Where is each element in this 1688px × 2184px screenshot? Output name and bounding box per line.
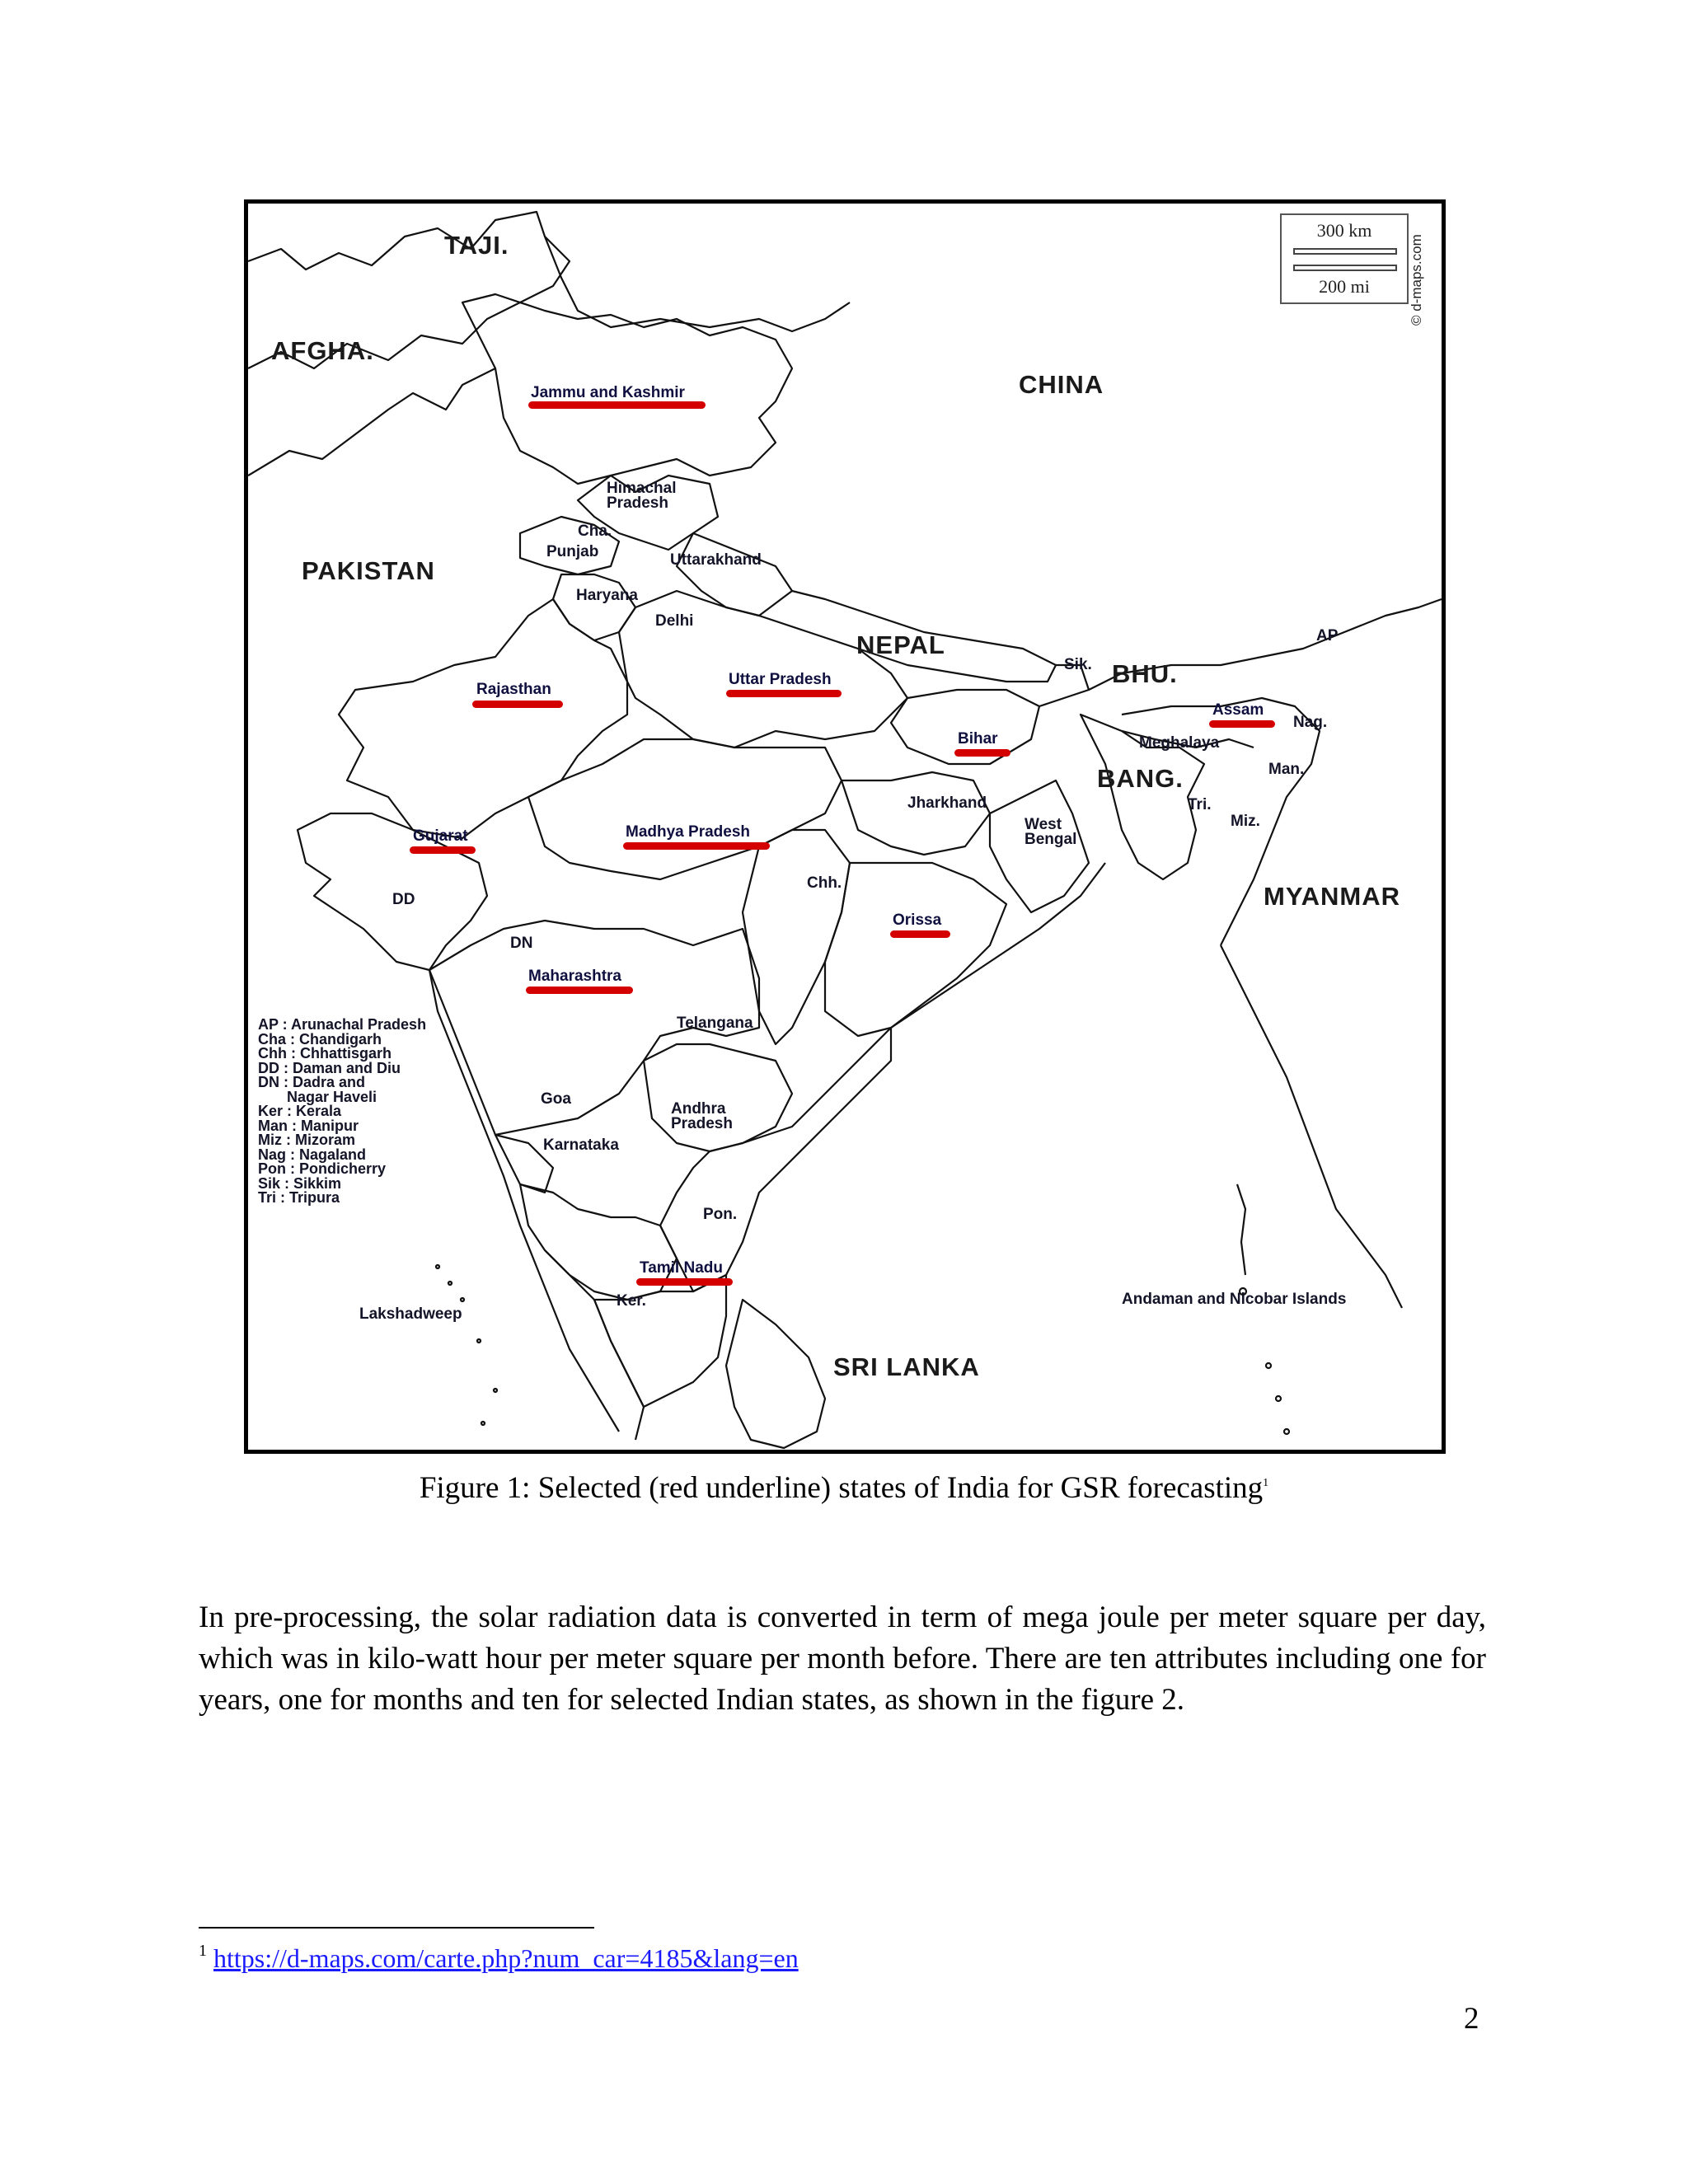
legend-line: Tri : Tripura (258, 1189, 340, 1206)
label-sri-lanka: SRI LANKA (833, 1352, 980, 1381)
label-ap: AP (1316, 627, 1339, 644)
label-nepal: NEPAL (856, 630, 945, 659)
label-bhu: BHU. (1112, 659, 1178, 688)
underline-bihar (954, 749, 1010, 757)
label-gujarat: Gujarat (413, 827, 468, 845)
label-rajasthan: Rajasthan (476, 681, 551, 698)
label-delhi: Delhi (655, 612, 694, 630)
label-nag: Nag. (1293, 714, 1328, 731)
legend-line: Man : Manipur (258, 1117, 359, 1134)
label-andhra-pradesh: Andhra Pradesh (671, 1100, 733, 1133)
abbreviation-legend (258, 1018, 426, 1206)
caption-footnote-ref[interactable]: 1 (1263, 1477, 1269, 1489)
legend-line: Chh : Chhattisgarh (258, 1045, 392, 1062)
india-map-outline (248, 204, 1442, 1450)
credit-label (1403, 220, 1428, 327)
legend-line: DD : Daman and Diu (258, 1059, 401, 1076)
label-pon: Pon. (703, 1206, 738, 1223)
legend-line: Ker : Kerala (258, 1103, 342, 1119)
label-lakshadweep: Lakshadweep (359, 1305, 462, 1323)
underline-maharashtra (526, 987, 633, 994)
label-man: Man. (1268, 761, 1305, 778)
label-tri: Tri. (1188, 796, 1212, 813)
label-west-bengal: West Bengal (1025, 816, 1077, 849)
legend-line: Nag : Nagaland (258, 1146, 367, 1163)
legend-line: Pon : Pondicherry (258, 1160, 387, 1177)
page-number: 2 (1464, 2002, 1479, 2036)
label-dn: DN (510, 935, 533, 952)
label-assam: Assam (1212, 701, 1264, 719)
label-jharkhand: Jharkhand (907, 794, 987, 812)
label-dd: DD (392, 891, 415, 908)
label-taji: TAJI. (444, 231, 509, 260)
india-map-figure (244, 199, 1446, 1454)
label-china: CHINA (1019, 370, 1104, 399)
label-telangana: Telangana (677, 1015, 753, 1032)
footnote-marker: 1 (199, 1942, 207, 1960)
label-bihar: Bihar (958, 730, 998, 748)
legend-line: AP : Arunachal Pradesh (258, 1016, 427, 1033)
label-jammu-kashmir: Jammu and Kashmir (531, 384, 685, 401)
legend-line: Nagar Haveli (258, 1088, 377, 1105)
caption-text: Figure 1: Selected (red underline) states of India for GSR forecasting (419, 1471, 1264, 1505)
footnote-separator (199, 1927, 594, 1929)
label-miz: Miz. (1231, 813, 1260, 830)
label-haryana: Haryana (576, 587, 638, 604)
figure-caption (0, 1470, 1688, 1506)
scale-mi-label: 200 mi (1319, 276, 1370, 297)
label-chh: Chh. (807, 874, 842, 892)
legend-line: DN : Dadra and (258, 1074, 366, 1090)
label-karnataka: Karnataka (543, 1137, 619, 1154)
label-tamil-nadu: Tamil Nadu (640, 1259, 723, 1277)
footnote-link[interactable]: https://d-maps.com/carte.php?num_car=4185&lang=en (213, 1943, 799, 1973)
label-uttar-pradesh: Uttar Pradesh (729, 671, 832, 688)
body-paragraph: In pre-processing, the solar radiation data is converted in term of mega joule per meter square per day, which was in kilo-watt hour per meter square per month before. There are ten attributes including one for years, one for months and ten for selected Indian states, as shown in the figure 2. (199, 1601, 1486, 1717)
scale-km-bar (1293, 248, 1397, 255)
label-punjab: Punjab (546, 543, 599, 560)
label-orissa: Orissa (893, 912, 942, 929)
scale-mi-bar (1293, 265, 1397, 271)
underline-rajasthan (472, 701, 563, 708)
label-madhya-pradesh: Madhya Pradesh (626, 823, 750, 841)
label-sik: Sik. (1064, 656, 1092, 673)
underline-uttar-pradesh (726, 690, 842, 697)
underline-assam (1209, 720, 1275, 728)
footnote (199, 1942, 799, 1974)
label-goa: Goa (541, 1090, 571, 1108)
label-myanmar: MYANMAR (1264, 882, 1401, 911)
label-maharashtra: Maharashtra (528, 968, 621, 985)
underline-orissa (890, 930, 950, 938)
legend-line: Miz : Mizoram (258, 1132, 356, 1148)
label-bang: BANG. (1097, 764, 1184, 793)
legend-line: Sik : Sikkim (258, 1174, 342, 1192)
underline-tamil-nadu (636, 1278, 733, 1286)
label-cha: Cha. (578, 523, 612, 540)
label-himachal-pradesh: Himachal Pradesh (607, 480, 677, 513)
scale-km-label: 300 km (1316, 220, 1372, 241)
label-pakistan: PAKISTAN (302, 556, 435, 585)
map-scale (1280, 213, 1409, 304)
underline-jammu-kashmir (528, 401, 706, 409)
label-ker: Ker. (617, 1292, 646, 1310)
label-meghalaya: Meghalaya (1139, 734, 1220, 752)
label-afgha: AFGHA. (271, 336, 374, 365)
label-andaman-nicobar: Andaman and Nicobar Islands (1122, 1291, 1347, 1308)
credit-text: © d-maps.com (1409, 234, 1424, 326)
label-uttarakhand: Uttarakhand (670, 551, 762, 569)
underline-gujarat (410, 846, 476, 854)
legend-line: Cha : Chandigarh (258, 1030, 382, 1047)
underline-madhya-pradesh (623, 842, 770, 850)
